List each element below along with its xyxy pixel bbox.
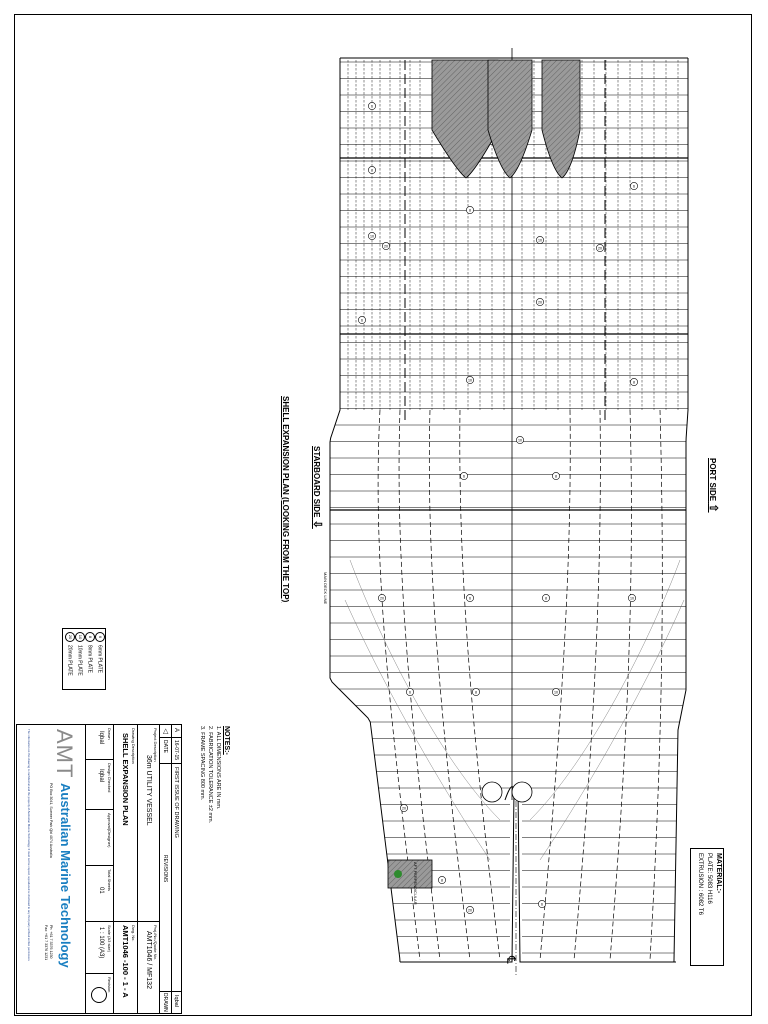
- hatched-bow-opening: [542, 60, 580, 178]
- rev-date: 16-07-15: [173, 740, 179, 761]
- sheet-label: Total Sheets: [107, 869, 112, 892]
- scale-label: Scale (A3 size): [107, 925, 112, 952]
- signoff-row: [85, 725, 113, 1013]
- signoff-divider-3: [86, 865, 114, 866]
- plate-mark-label: 10: [554, 690, 558, 695]
- plate-mark-label: 8: [441, 878, 443, 883]
- plate-mark-label: 20: [538, 300, 542, 305]
- dwg-no: AMT1046 -100 - 1 - A: [121, 925, 130, 998]
- rev-date-header: DATE: [162, 740, 168, 753]
- starboard-arrow-icon: ⇩: [311, 519, 323, 529]
- legend-symbol-icon: 10: [75, 632, 85, 642]
- aft-perpendicular-label: AFT PERPENDICULAR: [413, 862, 418, 905]
- plate-mark-label: 8: [475, 690, 477, 695]
- plate-mark-label: 20: [384, 244, 388, 249]
- plate-mark-label: 8: [555, 474, 557, 479]
- plate-mark-label: 10: [538, 238, 542, 243]
- curved-longitudinal: [574, 410, 600, 960]
- plate-mark-label: 8: [633, 380, 635, 385]
- plate-mark-label: 8: [371, 168, 373, 173]
- waterline-curve: [530, 560, 680, 820]
- note-3: 3. FRAME SPACING 800 mm.: [199, 726, 205, 801]
- plate-mark-label: 6: [463, 474, 465, 479]
- projection-icon: [91, 987, 107, 1003]
- scale-value: 1 : 100 (A3): [98, 927, 104, 959]
- notes-heading: NOTES:-: [223, 726, 230, 755]
- shaft-opening: [482, 782, 502, 802]
- signoff-divider-4: [86, 921, 114, 922]
- approved-label: Approval(Designer): [107, 813, 112, 848]
- rev-divider-3: [160, 991, 182, 992]
- rev-drawn: Iqbal: [173, 995, 179, 1007]
- material-plate: PLATE: 5083 H116: [706, 853, 712, 904]
- plate-mark-label: 10: [370, 234, 374, 239]
- plate-mark-label: 10: [518, 438, 522, 443]
- checked-label: Design Checked: [107, 763, 112, 793]
- port-side-text: PORT SIDE: [708, 458, 717, 502]
- project-no: AMT1046 / MF132: [145, 931, 152, 989]
- company-name: Australian Marine Technology: [58, 783, 73, 968]
- drawing-description-label: Drawing Description: [131, 728, 136, 764]
- legend-item: [65, 632, 75, 676]
- project-row: [137, 725, 159, 1013]
- hatched-openings: [388, 60, 580, 888]
- port-arrow-icon: ⇧: [707, 503, 719, 513]
- signoff-divider-1: [86, 759, 114, 760]
- drawn-value: Iqbal: [98, 731, 104, 745]
- plate-mark-label: 8: [469, 208, 471, 213]
- drawing-row: [113, 725, 137, 1013]
- legend-label: 8mm PLATE: [86, 645, 93, 673]
- title-block: [16, 724, 182, 1014]
- drawing-title: SHELL EXPANSION PLAN (LOOKING FROM THE TOP): [281, 396, 290, 603]
- company-fax: Fax: +61 7 3376 1231: [44, 925, 48, 961]
- plate-legend: [62, 628, 106, 690]
- plate-mark-label: 10: [468, 378, 472, 383]
- project-description: 36m UTILITY VESSEL: [145, 755, 152, 826]
- material-box: [690, 848, 724, 966]
- green-marker: [394, 870, 402, 878]
- plate-mark-label: 8: [545, 596, 547, 601]
- plate-mark-label: 6: [633, 184, 635, 189]
- project-row-divider: [138, 921, 160, 922]
- centreline-symbol: ℄: [504, 956, 518, 964]
- curved-longitudinal: [610, 410, 631, 960]
- rev-divider-1: [160, 737, 182, 738]
- legend-symbol-icon: 8: [85, 632, 95, 642]
- company-contact: Ph: +61 7 3376 1230: [49, 925, 53, 959]
- hull-stern-port: [518, 787, 676, 962]
- signoff-divider-2: [86, 809, 114, 810]
- company-logo: AMT: [52, 729, 77, 779]
- rev-drawn-header: DRAWN: [162, 993, 168, 1012]
- shaft-opening: [512, 782, 532, 802]
- project-no-label: Proj./No./Quote No.: [153, 925, 158, 960]
- curved-longitudinal: [540, 410, 570, 960]
- dwg-no-label: Dwg. No.: [131, 925, 136, 942]
- legend-label: 10mm PLATE: [76, 645, 83, 676]
- starboard-side-label: [311, 446, 324, 529]
- company-address: PO Box 3041, Sumner Park Qld 4074 Australia: [49, 783, 53, 858]
- plate-mark-label: 10: [630, 596, 634, 601]
- drawn-label: Drawn: [107, 728, 112, 740]
- rev-triangle-icon: △: [163, 728, 169, 735]
- notes-block: [190, 724, 232, 824]
- legend-item: [75, 632, 85, 676]
- port-side-label: [707, 458, 720, 513]
- rev-revisions-header: REVISIONS: [162, 855, 168, 883]
- signoff-divider-5: [86, 973, 114, 974]
- curved-longitudinal: [429, 410, 470, 960]
- legend-symbol-icon: 6: [95, 632, 105, 642]
- plate-mark-label: 20: [598, 246, 602, 251]
- plate-mark-label: 6: [409, 690, 411, 695]
- drawing-description: SHELL EXPANSION PLAN: [121, 733, 130, 826]
- note-1: 1. ALL DIMENSIONS ARE IN mm.: [215, 726, 221, 810]
- rev-a: A: [173, 728, 179, 733]
- project-description-label: Project Description: [153, 728, 158, 762]
- legend-symbol-icon: 20: [65, 632, 75, 642]
- plate-mark-label: 6: [371, 104, 373, 109]
- copyright-notice: The information on this drawing is confidential and the property of Australian Marine Technology. It must not be copied, reproduced or disclosed to any third party without written permission.: [27, 729, 31, 962]
- legend-label: 6mm PLATE: [96, 645, 103, 673]
- plate-mark-label: 20: [380, 596, 384, 601]
- drawing-row-divider: [114, 921, 138, 922]
- material-extrusion: EXTRUSION : 6082 T6: [697, 853, 703, 915]
- revision-label: Revision: [107, 977, 112, 993]
- checked-value: Iqbal: [98, 769, 104, 783]
- revisions-table: [159, 725, 181, 1013]
- curved-longitudinal: [650, 410, 662, 960]
- rev-divider-2: [160, 763, 182, 764]
- legend-label: 20mm PLATE: [66, 645, 73, 676]
- hatched-bow-opening: [488, 60, 532, 178]
- frame-lines: [330, 62, 688, 953]
- plate-mark-label: 6: [541, 902, 543, 907]
- plate-mark-label: 20: [468, 908, 472, 913]
- starboard-side-text: STARBOARD SIDE: [312, 446, 321, 518]
- rev-description: FIRST ISSUE OF DRAWING: [173, 767, 179, 838]
- curved-longitudinal: [460, 410, 500, 960]
- company-row: [17, 725, 85, 1013]
- legend-item: [85, 632, 95, 673]
- sheet-value: 01: [98, 887, 104, 894]
- plate-mark-label: 6: [469, 596, 471, 601]
- main-deck-line-label: MAIN DECK LINE: [323, 572, 328, 605]
- plate-mark-label: 6: [361, 318, 363, 323]
- note-2: 2. FABRICATION TOLERANCE ±2 mm.: [207, 726, 213, 824]
- material-heading: MATERIAL:-: [715, 853, 722, 894]
- plate-mark-label: 20: [402, 806, 406, 811]
- legend-item: [95, 632, 105, 673]
